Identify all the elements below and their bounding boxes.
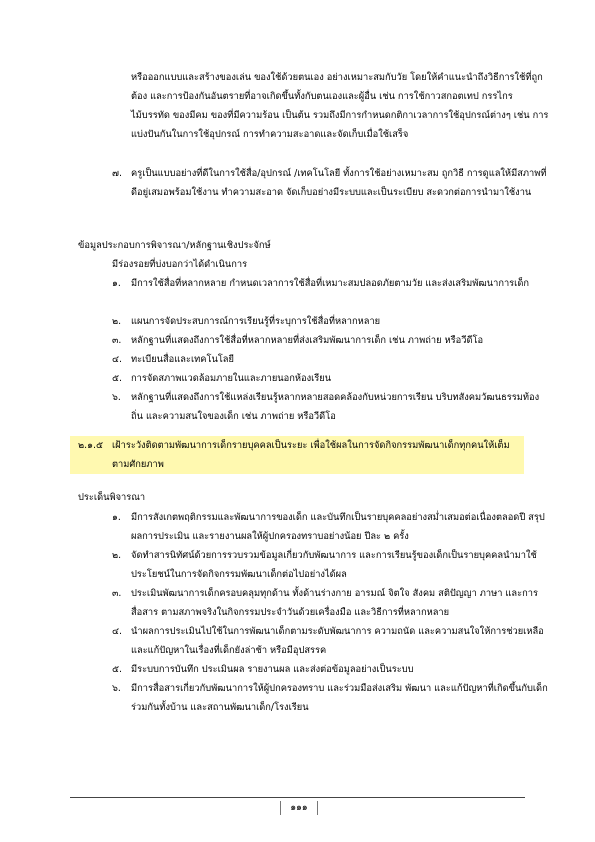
item-text: ทะเบียนสื่อและเทคโนโลยี xyxy=(131,354,234,365)
section-title: เฝ้าระวังติดตามพัฒนาการเด็กรายบุคคลเป็นระยะ เพื่อใช้ผลในการจัดกิจกรรมพัฒนาเด็กทุกคนให้เต็มตามศักยภาพ xyxy=(112,440,510,470)
page-number: ๑๑๑ xyxy=(280,801,318,815)
item-number: ๑. xyxy=(112,278,121,289)
item-number: ๓. xyxy=(112,335,122,346)
footer-divider xyxy=(70,797,525,798)
item-number: ๗. xyxy=(112,168,122,179)
item-text: นำผลการประเมินไปใช้ในการพัฒนาเด็กตามระดับพัฒนาการ ความถนัด และความสนใจให้การช่วยเหลือ และแก้ปัญหาในเรื่องที่เด็กยังล่าช้า หรือมีอุปสรรค xyxy=(131,626,544,656)
item-text: มีการสื่อสารเกี่ยวกับพัฒนาการให้ผู้ปกครองทราบ และร่วมมือส่งเสริม พัฒนา และแก้ปัญหาที่เกิดขึ้นกับเด็ก ร่วมกันทั้งบ้าน และสถานพัฒนาเด็ก/โรงเรียน xyxy=(131,683,548,713)
item-number: ๔. xyxy=(112,626,122,637)
section-heading-highlight xyxy=(70,436,524,474)
item-text: ประเมินพัฒนาการเด็กครอบคลุมทุกด้าน ทั้งด้านร่างกาย อารมณ์ จิตใจ สังคม สติปัญญา ภาษา และการสื่อสาร ตามสภาพจริงในกิจกรรมประจำวันด้วยเครื่องมือ และวิธีการที่หลากหลาย xyxy=(131,588,538,618)
item-text: จัดทำสารนิทัศน์ด้วยการรวบรวมข้อมูลเกี่ยวกับพัฒนาการ และการเรียนรู้ของเด็กเป็นรายบุคคลนำมาใช้ประโยชน์ในการจัดกิจกรรมพัฒนาเด็กต่อไปอย่างได้ผล xyxy=(131,550,537,580)
item-number: ๒. xyxy=(112,316,122,327)
section-number: ๒.๑.๕ xyxy=(78,440,103,451)
item-text: หลักฐานที่แสดงถึงการใช้สื่อที่หลากหลายที่ส่งเสริมพัฒนาการเด็ก เช่น ภาพถ่าย หรือวีดีโอ xyxy=(131,335,484,346)
item-text: มีการใช้สื่อที่หลากหลาย กำหนดเวลาการใช้สื่อที่เหมาะสมปลอดภัยตามวัย และส่งเสริมพัฒนาการเด็ก xyxy=(131,278,530,289)
item-text: หลักฐานที่แสดงถึงการใช้แหล่งเรียนรู้หลากหลายสอดคล้องกับหน่วยการเรียน บริบทสังคมวัฒนธรรมท้องถิ่น และความสนใจของเด็ก เช่น ภาพถ่าย หรือวีดีโอ xyxy=(131,392,540,422)
item-text: ครูเป็นแบบอย่างที่ดีในการใช้สื่อ/อุปกรณ์ /เทคโนโลยี ทั้งการใช้อย่างเหมาะสม ถูกวิธี การดูแลให้มีสภาพที่ดีอยู่เสมอพร้อมใช้งาน ทำความสะอาด จัดเก็บอย่างมีระบบและเป็นระเบียบ สะดวกต่อการนำมาใช้งาน xyxy=(131,168,547,198)
paragraph-continuation: หรือออกแบบและสร้างของเล่น ของใช้ด้วยตนเอง อย่างเหมาะสมกับวัย โดยให้คำแนะนำถึงวิธีการใช้ที่ถูกต้อง และการป้องกันอันตรายที่อาจเกิดขึ้นทั้งกับตนเองและผู้อื่น เช่น การใช้กาวสกอตเทป กรรไกร ไม้บรรทัด ของมีคม ของที่มีความร้อน เป็นต้น รวมถึงมีการกำหนดกติกาเวลาการใช้อุปกรณ์ต่างๆ เช่น การแบ่งปันกันในการใช้อุปกรณ์ การทำความสะอาดและจัดเก็บเมื่อใช้เสร็จ xyxy=(131,72,549,140)
item-number: ๑. xyxy=(112,512,121,523)
evidence-heading: ข้อมูลประกอบการพิจารณา/หลักฐานเชิงประจักษ์ xyxy=(78,240,271,251)
item-number: ๕. xyxy=(112,664,122,675)
evidence-subheading: มีร่องรอยที่บ่งบอกว่าได้ดำเนินการ xyxy=(112,259,248,270)
item-text: มีการสังเกตพฤติกรรมและพัฒนาการของเด็ก และบันทึกเป็นรายบุคคลอย่างสม่ำเสมอต่อเนื่องตลอดปี สรุปผลการประเมิน และรายงานผลให้ผู้ปกครองทราบอย่างน้อย ปีละ ๒ ครั้ง xyxy=(131,512,545,542)
item-text: แผนการจัดประสบการณ์การเรียนรู้ที่ระบุการใช้สื่อที่หลากหลาย xyxy=(131,316,381,327)
item-text: มีระบบการบันทึก ประเมินผล รายงานผล และส่งต่อข้อมูลอย่างเป็นระบบ xyxy=(131,664,414,675)
item-number: ๔. xyxy=(112,354,122,365)
item-number: ๖. xyxy=(112,392,121,403)
item-number: ๒. xyxy=(112,550,122,561)
consideration-heading: ประเด็นพิจารณา xyxy=(78,492,146,503)
item-number: ๓. xyxy=(112,588,122,599)
item-number: ๕. xyxy=(112,373,122,384)
item-number: ๖. xyxy=(112,683,121,694)
item-text: การจัดสภาพแวดล้อมภายในและภายนอกห้องเรียน xyxy=(131,373,332,384)
